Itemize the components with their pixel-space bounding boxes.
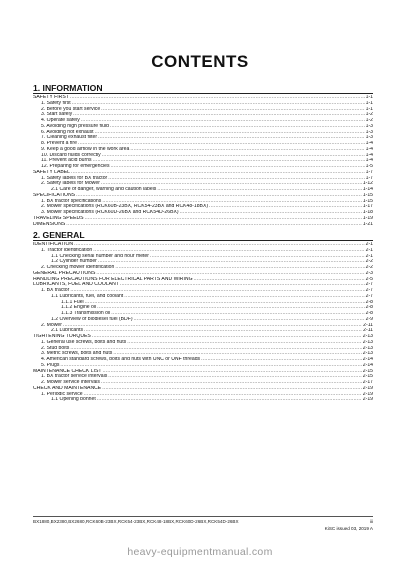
toc-entry-page: 2-13 <box>362 345 373 351</box>
toc-entry-title: 4. American standard screws, bolts and nuts with UNC or UNF threads <box>41 357 201 362</box>
footer-page-number: iii <box>369 519 373 524</box>
toc-entry-page: 2-3 <box>365 270 373 276</box>
footer-rule <box>33 516 373 517</box>
toc-entry-title: LUBRICANTS, FUEL AND COOLANT <box>33 282 119 288</box>
toc-entry-title: 8. Prevent a fire <box>41 141 77 146</box>
toc-entry-page: 1-3 <box>365 135 373 141</box>
toc-entry-page: 2-13 <box>362 334 373 339</box>
toc-entry-page: 1-7 <box>365 175 373 181</box>
toc-entry-page: 2-1 <box>365 247 373 253</box>
toc-entry-page: 2-2 <box>365 259 373 265</box>
toc-entry-title: TIGHTENING TORQUES <box>33 334 91 339</box>
section-heading-general: 2. GENERAL <box>33 230 85 240</box>
toc-entry-page: 2-11 <box>363 322 373 328</box>
toc-entry-title: 2. Safety labels for Mower <box>41 181 100 187</box>
toc-entry[interactable] <box>33 222 373 228</box>
toc-entry-page: 1-2 <box>365 112 373 118</box>
toc-entry-title: 2.1 Care of danger, warning and caution labels <box>51 187 157 192</box>
toc-entry-page: 2-15 <box>362 374 373 380</box>
toc-entry-page: 2-8 <box>365 311 373 316</box>
toc-entry-title: 12. Preparing for emergencies <box>41 164 110 169</box>
toc-entry-title: 1. BX tractor service intervals <box>41 374 108 380</box>
toc-entry-page: 1-4 <box>365 146 373 152</box>
toc-entry-title: 1. Safety labels for BX tractor <box>41 175 108 181</box>
footer-issue: KiSC issued 03, 2019 A <box>324 526 373 531</box>
toc-entry-title: 3. Start safely <box>41 112 73 118</box>
toc-entry-page: 1-3 <box>365 129 373 135</box>
toc-entry-title: 2. Before you start service <box>41 106 101 112</box>
toc-entry-page: 2-7 <box>365 288 373 293</box>
toc-entry-title: TRAVELING SPEEDS <box>33 215 84 221</box>
toc-entry-title: 1. Periodic service <box>41 391 83 397</box>
toc-entry-page: 2-11 <box>363 328 373 334</box>
toc-entry-title: 2. Checking mower identification <box>41 265 115 270</box>
toc-entry-page: 1-5 <box>365 164 373 169</box>
toc-entry-page: 1-2 <box>365 118 373 123</box>
toc-entry-title: 1. BX tractor <box>41 288 70 293</box>
toc-entry-title: 1.1 Lubricants, fuel, and coolant <box>51 293 124 299</box>
toc-entry-title: 1.1 Opening bonnet <box>51 397 96 403</box>
toc-entry-page: 1-4 <box>365 141 373 146</box>
toc-entry-title: 1.2 Cylinder number <box>51 259 97 265</box>
section-rule <box>33 93 373 94</box>
footer-models: BX1880,BX2380,BX2680,RCK60B-23BX,RCK54-23BX,RCK48-18BX,RCK60D-26BX,RCK54D-26BX <box>33 519 239 524</box>
toc-entry-page: 1-14 <box>362 187 373 192</box>
toc-leader-dots <box>66 222 362 228</box>
toc-entry-page: 2-14 <box>362 362 373 368</box>
toc-entry-page: 2-5 <box>365 276 373 282</box>
toc-entry-page: 1-4 <box>365 158 373 164</box>
toc-entry-title: GENERAL PRECAUTIONS <box>33 270 96 276</box>
toc-entry-title: 2. Mower service intervals <box>41 380 100 385</box>
toc-entry-page: 2-19 <box>362 391 373 397</box>
toc-entry-title: 1.1 Checking serial number and hour meter <box>51 253 149 259</box>
toc-entry-title: 1. Safety first <box>41 100 71 106</box>
toc-entry-title: 6. Avoiding hot exhaust <box>41 129 94 135</box>
toc-entry-title: DIMENSIONS <box>33 221 66 227</box>
toc-entry-title: 4. Operate safely <box>41 118 80 123</box>
toc-entry-page: 2-13 <box>362 351 373 357</box>
toc-entry-page: 2-8 <box>365 305 373 311</box>
toc-entry-title: 1. BX tractor specifications <box>41 198 102 204</box>
toc-entry-page: 2-13 <box>362 339 373 345</box>
toc-entry-title: SAFETY FIRST <box>33 95 69 100</box>
toc-entry-title: 1. General use screws, bolts and nuts <box>41 339 127 345</box>
toc-entry-page: 2-15 <box>362 368 373 374</box>
toc-entry-title: 1. Tractor identification <box>41 247 93 253</box>
toc-entry-page: 1-17 <box>362 204 373 210</box>
toc-entry-title: 2. Stud bolts <box>41 345 70 351</box>
toc-entry-page: 2-19 <box>362 397 373 403</box>
toc-entry-title: CHECK AND MAINTENANCE <box>33 385 102 391</box>
toc-entry-title: 7. Cleaning exhaust filter <box>41 135 98 141</box>
toc-entry-title: 11. Prevent acid burns <box>41 158 92 164</box>
toc-entry-title: MAINTENANCE CHECK LIST <box>33 368 102 374</box>
section-rule <box>33 240 373 241</box>
toc-entry-page: 2-14 <box>362 357 373 362</box>
toc-list-information <box>33 95 373 227</box>
toc-entry-page: 2-9 <box>365 316 373 322</box>
watermark: heavy-equipmentmanual.com <box>127 546 273 558</box>
toc-entry-page: 1-1 <box>365 100 373 106</box>
toc-entry-title: 10. Discard fluids correctly <box>41 152 101 158</box>
toc-entry-page: 1-3 <box>365 123 373 129</box>
toc-entry-title: 1.2 Overview of biodiesel fuel (BDF) <box>51 316 133 322</box>
toc-entry-title: 1.1.2 Engine oil <box>61 305 97 311</box>
toc-entry-page: 2-19 <box>362 385 373 391</box>
toc-entry-title: 9. Keep a good airflow in the work area <box>41 146 130 152</box>
toc-entry-page: 1-1 <box>365 106 373 112</box>
toc-entry-page: 2-17 <box>362 380 373 385</box>
toc-entry-title: IDENTIFICATION <box>33 242 74 247</box>
toc-entry-title: 5. Avoiding high pressure fluid <box>41 123 109 129</box>
toc-entry-page: 2-2 <box>365 265 373 270</box>
toc-entry-title: 2.1 Lubricants <box>51 328 83 334</box>
toc-entry-page: 1-15 <box>362 198 373 204</box>
section-heading-information: 1. INFORMATION <box>33 83 103 93</box>
toc-entry-title: 2. Mower specifications (RCK60B-23BX, RCK54-23BX and RCK48-18BX) <box>41 204 209 210</box>
toc-leader-dots <box>97 397 362 403</box>
toc-entry-page: 2-1 <box>365 242 373 247</box>
toc-entry-title: SAFETY LABEL <box>33 169 70 175</box>
toc-entry-page: 1-18 <box>362 210 373 215</box>
toc-entry-title: 5. Plugs <box>41 362 60 368</box>
toc-entry-title: HANDLING PRECAUTIONS FOR ELECTRICAL PARTS AND WIRING <box>33 276 193 282</box>
toc-entry-page: 2-8 <box>365 299 373 305</box>
toc-entry-page: 1-21 <box>362 221 373 227</box>
toc-entry-page: 1-19 <box>362 215 373 221</box>
toc-entry-page: 2-1 <box>365 253 373 259</box>
toc-list-general <box>33 242 373 403</box>
toc-entry-page: 2-7 <box>365 282 373 288</box>
toc-entry-title: SPECIFICATIONS <box>33 192 76 198</box>
toc-entry[interactable] <box>33 397 373 403</box>
toc-entry-title: 1.1.1 Fuel <box>61 299 84 305</box>
page-title: CONTENTS <box>151 52 249 71</box>
toc-entry-page: 1-1 <box>365 95 373 100</box>
toc-entry-title: 2. Mower <box>41 322 62 328</box>
toc-entry-page: 1-4 <box>365 152 373 158</box>
toc-entry-title: 1.1.3 Transmission oil <box>61 311 111 316</box>
toc-entry-page: 1-7 <box>365 169 373 175</box>
toc-entry-title: 3. Metric screws, bolts and nuts <box>41 351 113 357</box>
toc-entry-page: 2-7 <box>365 293 373 299</box>
toc-entry-title: 3. Mower specifications (RCK60D-26BX and RCK54D-26BX) <box>41 210 179 215</box>
toc-entry-page: 1-12 <box>362 181 373 187</box>
toc-entry-page: 1-15 <box>362 192 373 198</box>
